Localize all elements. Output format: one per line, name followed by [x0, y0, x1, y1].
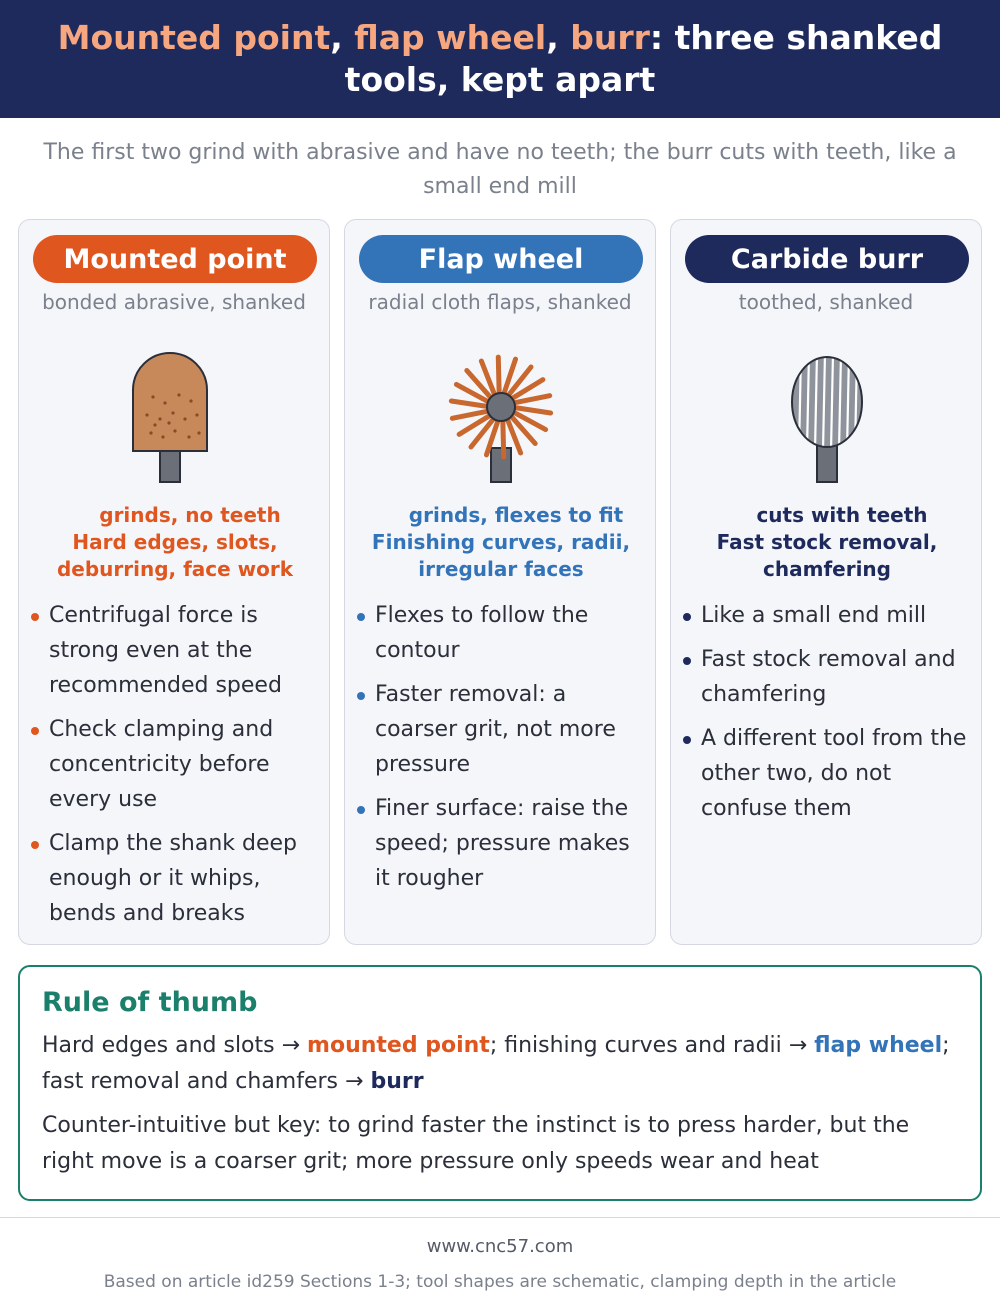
card-title-pill: Flap wheel — [359, 235, 643, 283]
card-subtitle: toothed, shanked — [738, 290, 914, 314]
card-tags: cuts with teeth Fast stock removal, chamfering — [716, 503, 938, 581]
flap-wheel-icon — [431, 345, 571, 485]
card-mounted-point — [18, 219, 330, 945]
list-item: Clamp the shank deep enough or it whips, bends and breaks — [49, 826, 321, 931]
header-banner — [0, 0, 1000, 118]
list-item: Faster removal: a coarser grit, not more pressure — [375, 677, 647, 782]
flap-spoke — [498, 357, 499, 397]
card-tags: grinds, no teeth Hard edges, slots, deburring, face work — [56, 503, 294, 581]
mounted-point-icon — [105, 345, 245, 485]
list-item: Fast stock removal and chamfering — [701, 642, 973, 712]
card-title-pill: Mounted point — [33, 235, 317, 283]
footer-site: www.cnc57.com — [426, 1236, 574, 1257]
page-subtitle: The first two grind with abrasive and have no teeth; the burr cuts with teeth, like a small end mill — [43, 140, 957, 199]
page-title: Mounted point, flap wheel, burr: three shanked tools, kept apart — [57, 18, 943, 99]
footer-note: Based on article id259 Sections 1-3; tool shapes are schematic, clamping depth in the article — [103, 1272, 897, 1292]
list-item: Check clamping and concentricity before every use — [49, 712, 321, 817]
list-item: A different tool from the other two, do not confuse them — [701, 721, 973, 826]
card-carbide-burr — [670, 219, 982, 945]
carbide-burr-icon — [757, 345, 897, 485]
rule-title: Rule of thumb — [42, 987, 258, 1018]
card-subtitle: bonded abrasive, shanked — [42, 290, 306, 314]
list-item: Like a small end mill — [701, 598, 973, 633]
list-item: Finer surface: raise the speed; pressure makes it rougher — [375, 791, 647, 896]
rule-of-thumb-box — [18, 965, 982, 1201]
footer-divider — [0, 1217, 1000, 1218]
list-item: Flexes to follow the contour — [375, 598, 647, 668]
card-bullet-list — [701, 598, 973, 835]
card-title-pill: Carbide burr — [685, 235, 969, 283]
card-flap-wheel — [344, 219, 656, 945]
list-item: Centrifugal force is strong even at the recommended speed — [49, 598, 321, 703]
card-tags: grinds, flexes to fit Finishing curves, radii, irregular faces — [371, 503, 631, 581]
card-subtitle: radial cloth flaps, shanked — [368, 290, 632, 314]
rule-paragraph-2: Counter-intuitive but key: to grind faster the instinct is to press harder, but the right move is a coarser grit; more pressure only speeds wear and heat — [42, 1113, 910, 1174]
card-bullet-list — [49, 598, 321, 940]
flap-spoke — [503, 417, 504, 457]
card-bullet-list — [375, 598, 647, 905]
rule-paragraph-1: Hard edges and slots → mounted point; finishing curves and radii → flap wheel; fast removal and chamfers → burr — [42, 1033, 950, 1094]
